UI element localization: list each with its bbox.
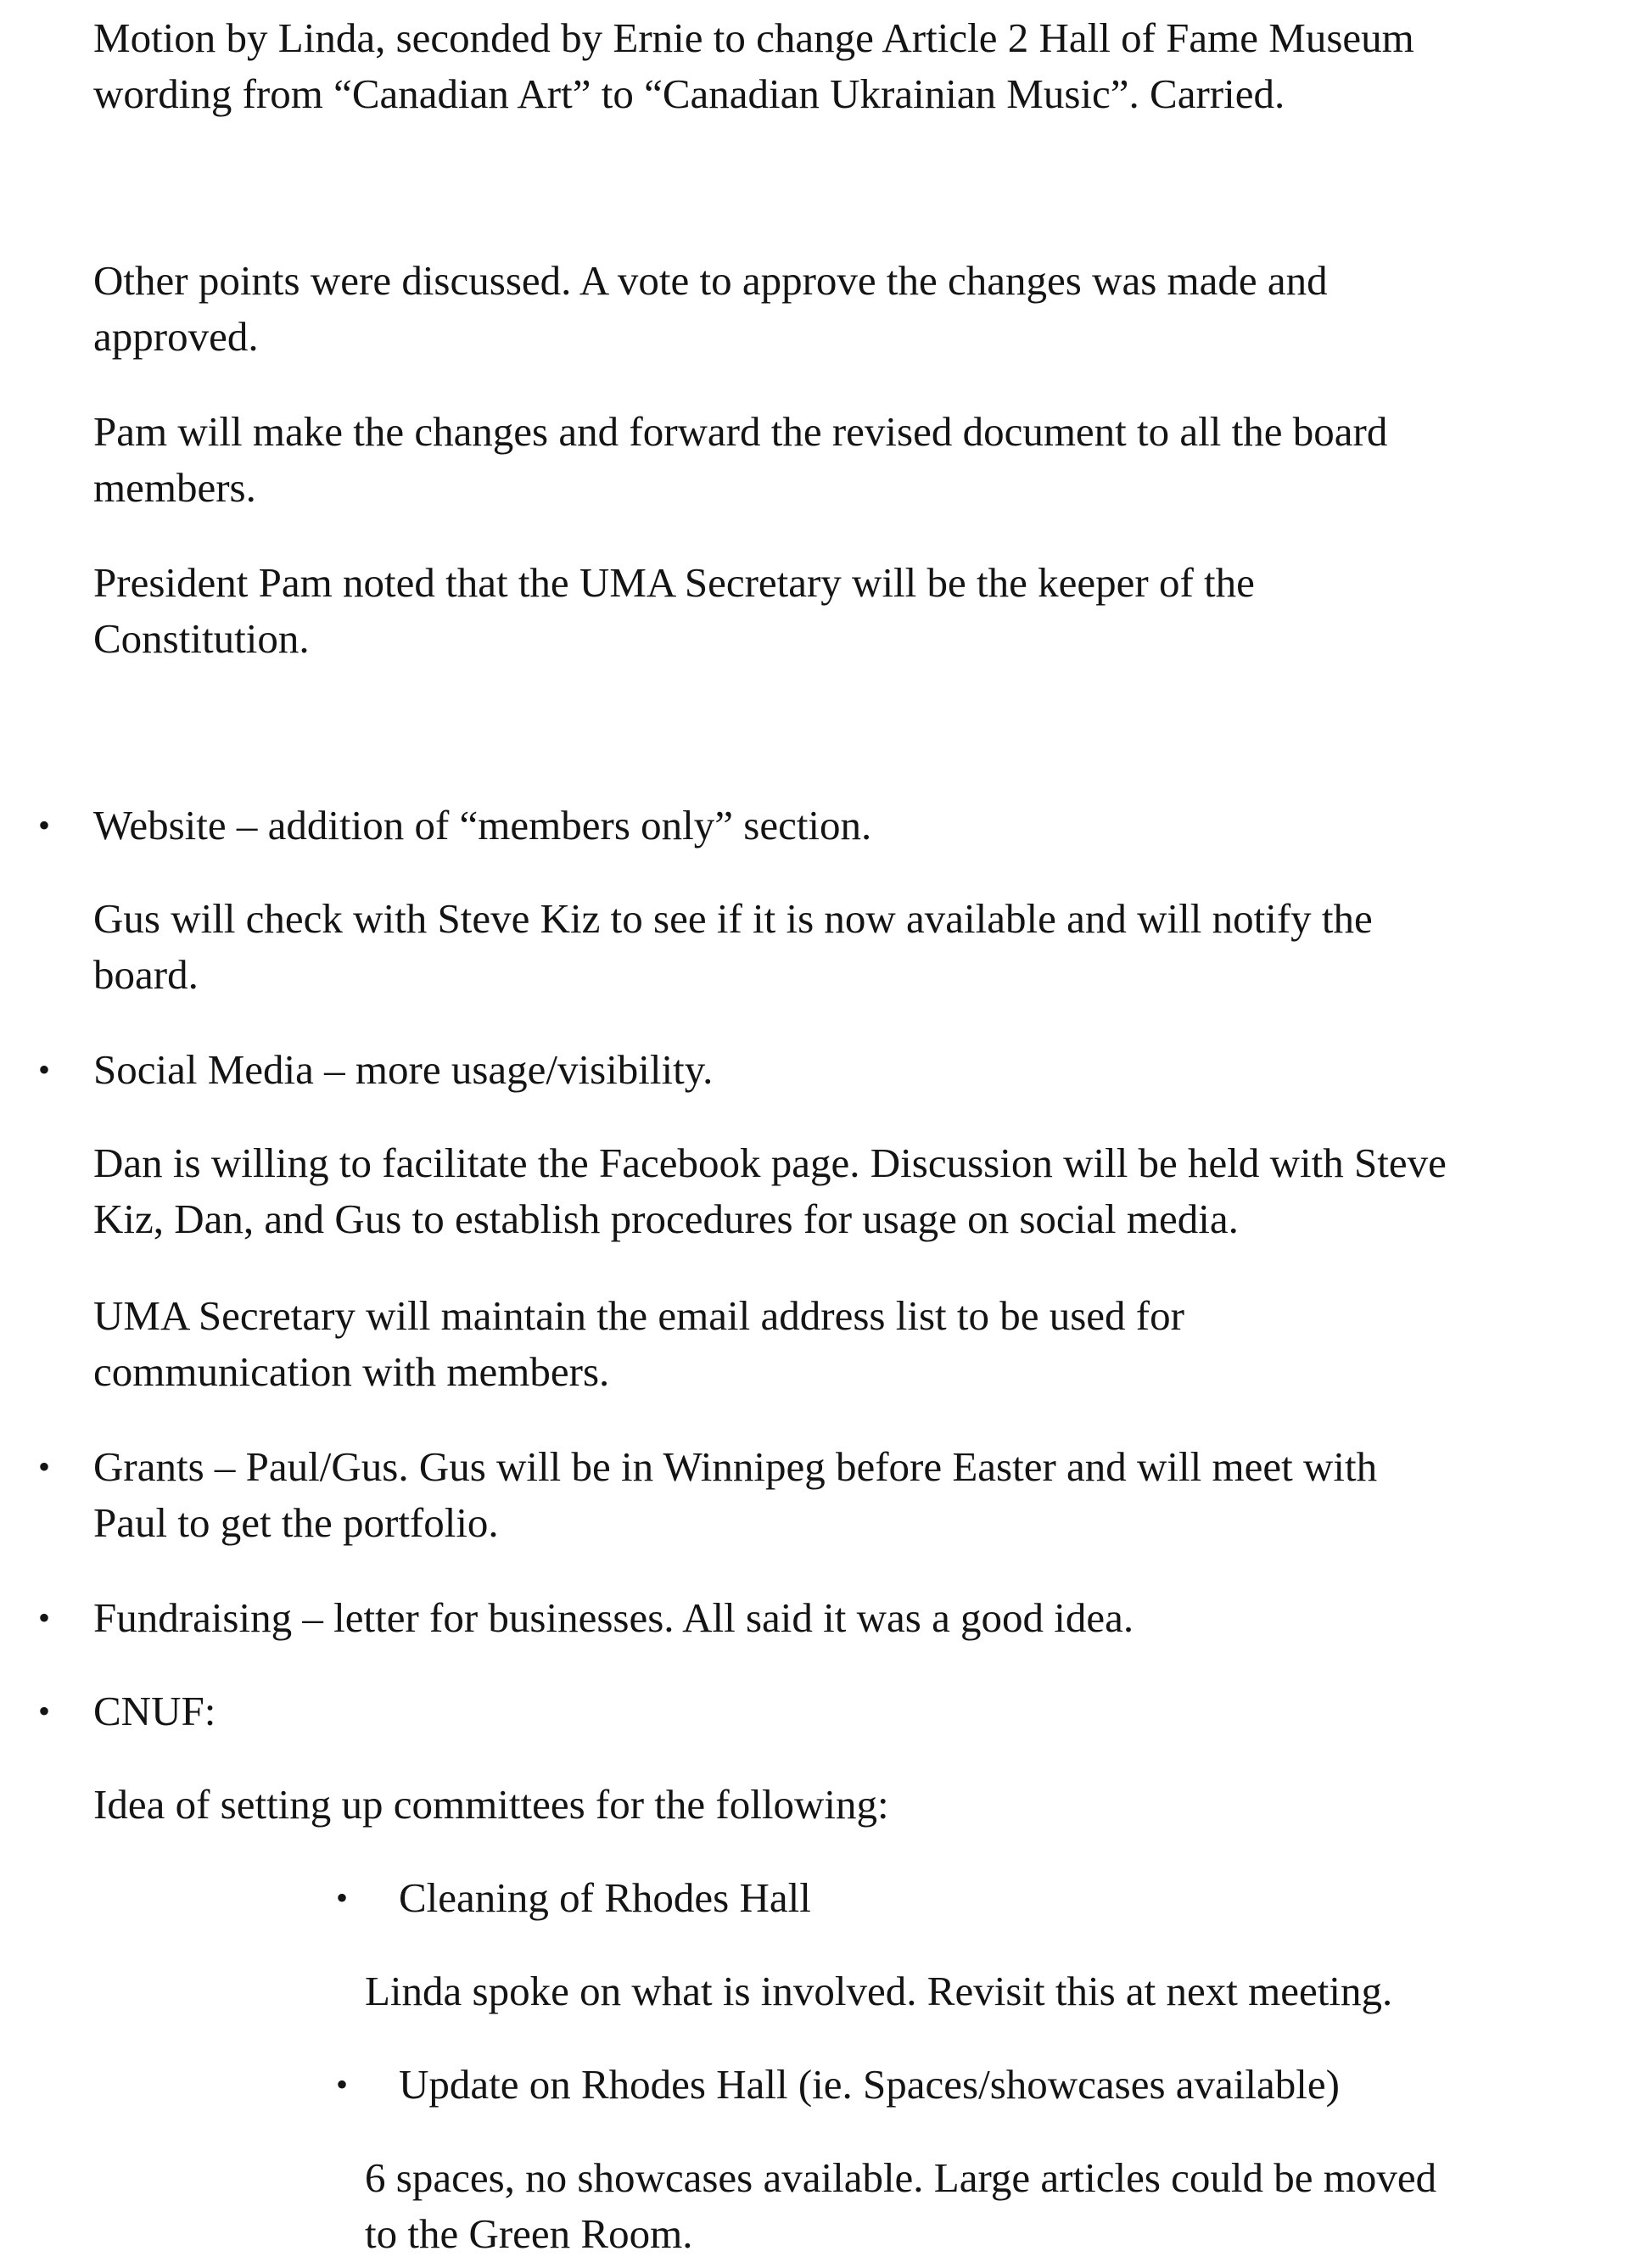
social-media-item: Social Media – more usage/visibility. [93,1046,714,1093]
website-note [93,891,1587,1003]
website-item: Website – addition of “members only” section. [93,802,872,848]
cnuf-intro: Idea of setting up committees for the following: [93,1781,889,1828]
committee-cleaning-title: Cleaning of Rhodes Hall [399,1874,811,1921]
bullet-fundraising: • [37,1599,50,1637]
bullet-social-media: • [37,1050,50,1089]
committee-cleaning-note: Linda spoke on what is involved. Revisit this at next meeting. [365,1968,1393,2014]
social-media-note [93,1135,1587,1247]
committee-update-line-2: to the Green Room. [365,2210,693,2257]
bullet-website: • [37,806,50,844]
committee-update-line-1: 6 spaces, no showcases available. Large articles could be moved [365,2154,1437,2201]
website-note-line-2: board. [93,951,199,998]
sub-bullet-update: • [335,2065,348,2103]
email-list-line-1: UMA Secretary will maintain the email address list to be used for [93,1292,1184,1339]
grants-item [93,1439,1587,1551]
other-points-line-1: Other points were discussed. A vote to approve the changes was made and [93,257,1328,304]
fundraising-item: Fundraising – letter for businesses. All said it was a good idea. [93,1594,1134,1641]
social-media-note-line-2: Kiz, Dan, and Gus to establish procedures for usage on social media. [93,1196,1239,1242]
president-note-line-2: Constitution. [93,615,310,662]
committee-update-title: Update on Rhodes Hall (ie. Spaces/showcases available) [399,2061,1340,2108]
bullet-grants: • [37,1448,50,1486]
email-list-note [93,1288,1587,1400]
bullet-cnuf: • [37,1692,50,1730]
grants-line-2: Paul to get the portfolio. [93,1499,499,1546]
email-list-line-2: communication with members. [93,1348,610,1395]
pam-changes-paragraph [93,404,1587,516]
motion-line-1: Motion by Linda, seconded by Ernie to change Article 2 Hall of Fame Museum [93,14,1414,61]
other-points-paragraph [93,253,1587,365]
grants-line-1: Grants – Paul/Gus. Gus will be in Winnipeg before Easter and will meet with [93,1443,1378,1490]
cnuf-item: CNUF: [93,1688,216,1734]
website-note-line-1: Gus will check with Steve Kiz to see if it is now available and will notify the [93,895,1373,942]
social-media-note-line-1: Dan is willing to facilitate the Facebook page. Discussion will be held with Steve [93,1140,1447,1186]
motion-line-2: wording from “Canadian Art” to “Canadian Ukrainian Music”. Carried. [93,70,1285,117]
sub-bullet-cleaning: • [335,1879,348,1917]
pam-changes-line-1: Pam will make the changes and forward the revised document to all the board [93,408,1388,455]
committee-update-note [365,2150,1587,2262]
other-points-line-2: approved. [93,313,259,360]
president-note-line-1: President Pam noted that the UMA Secretary will be the keeper of the [93,559,1255,606]
pam-changes-line-2: members. [93,464,256,511]
motion-paragraph [93,10,1587,122]
president-note-paragraph [93,555,1587,667]
